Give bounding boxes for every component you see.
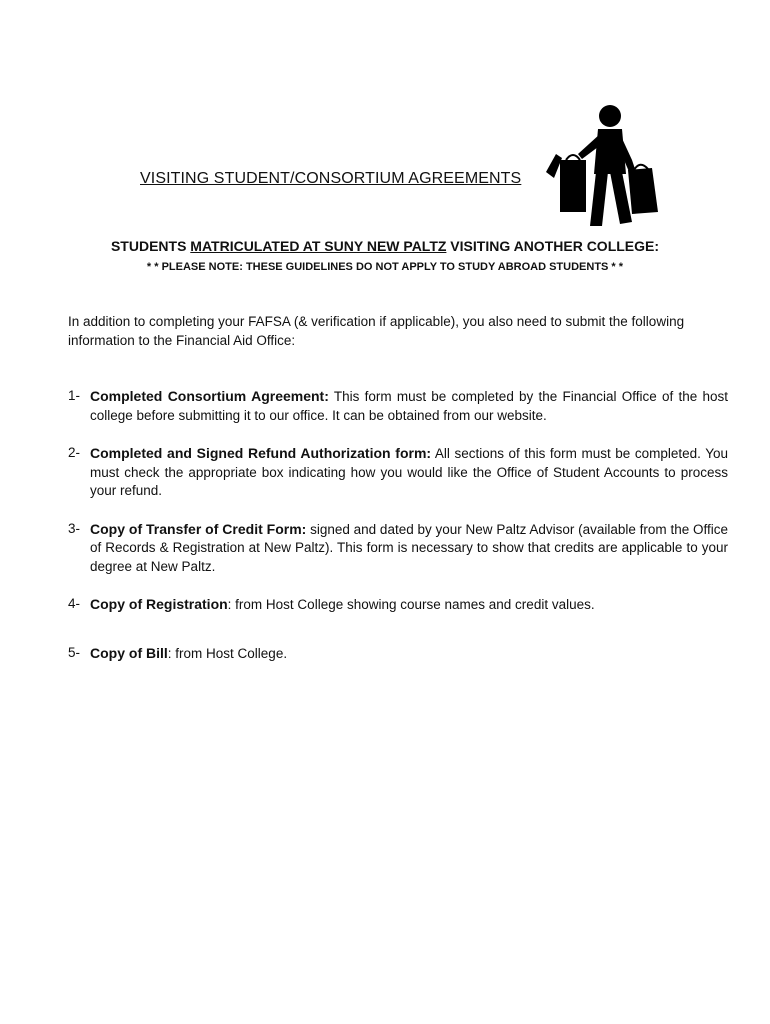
list-item: [68, 520, 728, 577]
item-title: Completed Consortium Agreement:: [90, 388, 329, 404]
item-text: : from Host College showing course names and credit values.: [227, 597, 595, 612]
heading-suffix: VISITING ANOTHER COLLEGE:: [446, 238, 660, 254]
document-title: VISITING STUDENT/CONSORTIUM AGREEMENTS: [140, 170, 522, 187]
item-title: Copy of Transfer of Credit Form:: [90, 520, 307, 537]
requirements-list: [68, 387, 728, 663]
item-number: 1-: [68, 388, 81, 403]
heading-underlined: MATRICULATED AT SUNY NEW PALTZ: [190, 238, 447, 254]
list-item: [68, 595, 728, 615]
item-number: 4-: [68, 596, 81, 611]
item-number: 3-: [68, 520, 81, 536]
intro-paragraph: In addition to completing your FAFSA (& verification if applicable), you also need to submit the following information to the Financial Aid Office:: [68, 314, 685, 348]
section-heading: [0, 238, 770, 254]
item-text: All sections of this form must be completed. You must check the appropriate box indicating how you would like the Office of Student Accounts to process your refund.: [90, 446, 728, 498]
item-text: : from Host College.: [167, 645, 288, 661]
heading-prefix: STUDENTS: [110, 238, 191, 254]
guideline-note: * * PLEASE NOTE: THESE GUIDELINES DO NOT APPLY TO STUDY ABROAD STUDENTS * *: [146, 261, 624, 273]
list-item: [68, 444, 728, 501]
list-item: [68, 644, 728, 664]
item-title: Copy of Registration: [90, 596, 228, 612]
item-number: 5-: [68, 644, 81, 660]
item-title: Completed and Signed Refund Authorization form:: [90, 445, 432, 461]
shopper-with-bags-icon: [540, 102, 664, 228]
item-title: Copy of Bill: [90, 644, 168, 661]
list-item: [68, 387, 728, 425]
item-text: This form must be completed by the Financial Office of the host college before submitting it to our office. It can be obtained from our website.: [90, 389, 728, 423]
item-number: 2-: [68, 445, 81, 460]
item-text: signed and dated by your New Paltz Advisor (available from the Office of Records & Registration at New Paltz). This form is necessary to show that credits are applicable to your degree at New Paltz.: [90, 521, 728, 574]
